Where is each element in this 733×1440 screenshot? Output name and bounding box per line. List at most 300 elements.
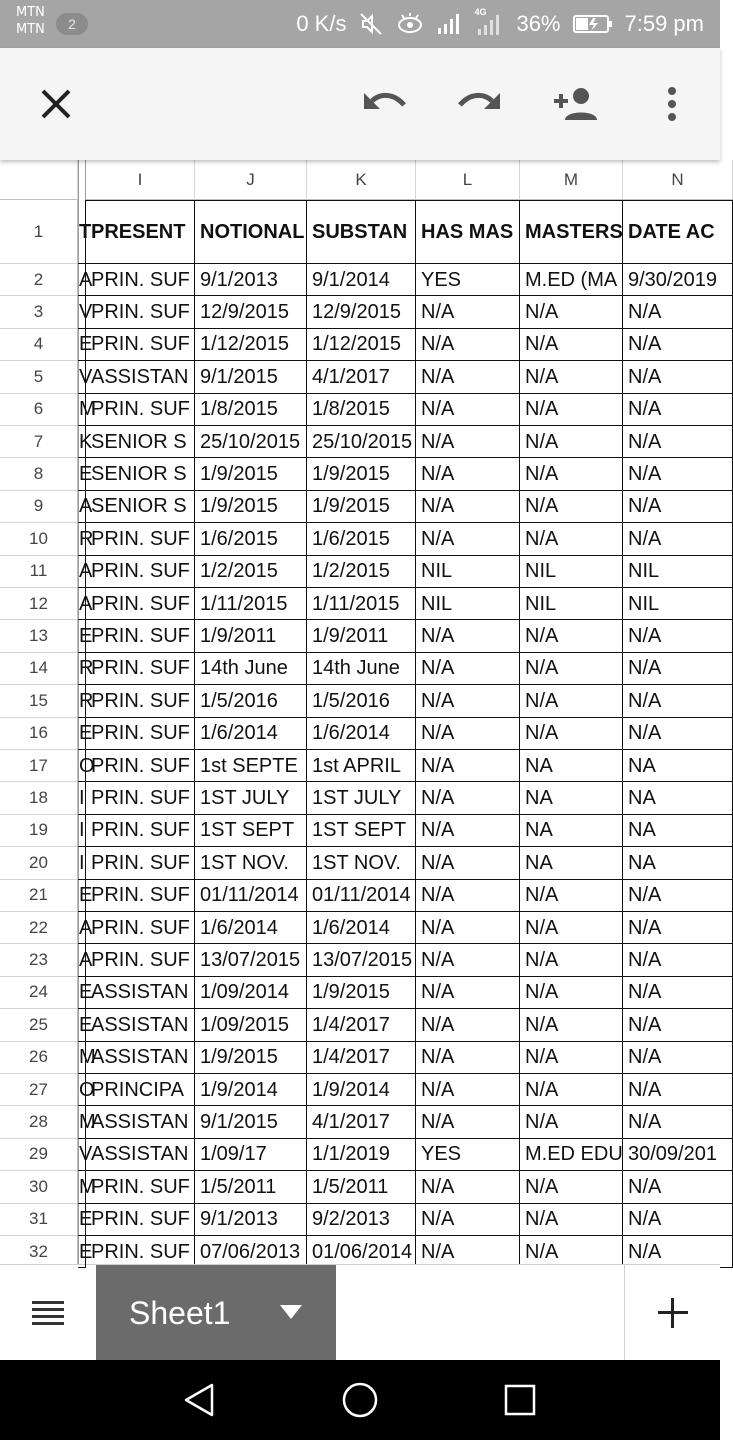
table-cell[interactable]: N/A: [623, 1204, 733, 1236]
table-cell[interactable]: N/A: [520, 491, 623, 523]
table-cell[interactable]: N/A: [623, 361, 733, 393]
table-cell[interactable]: 1/09/2015: [195, 1009, 307, 1041]
table-cell[interactable]: N/A: [520, 523, 623, 555]
table-cell[interactable]: N/A: [623, 718, 733, 750]
top-toolbar: [0, 48, 720, 160]
table-cell[interactable]: PRIN. SUF: [86, 1204, 195, 1236]
table-cell[interactable]: 1/9/2015: [195, 1042, 307, 1074]
table-header-cell[interactable]: HAS MAS: [416, 200, 520, 264]
table-cell[interactable]: N/A: [520, 1074, 623, 1106]
partial-cell-h[interactable]: M: [78, 1042, 86, 1074]
table-cell[interactable]: 1st APRIL: [307, 750, 416, 782]
partial-cell-h[interactable]: R: [78, 523, 86, 555]
network-speed: 0 K/s: [296, 11, 347, 36]
table-cell[interactable]: N/A: [623, 1236, 733, 1268]
battery-charging-icon: [573, 13, 613, 35]
table-cell[interactable]: 1/9/2015: [307, 491, 416, 523]
row-header[interactable]: 9: [0, 491, 78, 523]
partial-cell-h[interactable]: A: [78, 556, 86, 588]
table-cell[interactable]: NA: [623, 750, 733, 782]
table-cell[interactable]: PRIN. SUF: [86, 264, 195, 296]
sheet-tab-label: Sheet1: [129, 1294, 231, 1331]
table-cell[interactable]: 1/9/2011: [307, 620, 416, 652]
table-cell[interactable]: 1/11/2015: [195, 588, 307, 620]
table-cell[interactable]: N/A: [520, 977, 623, 1009]
partial-cell-h[interactable]: R: [78, 685, 86, 717]
table-cell[interactable]: N/A: [416, 912, 520, 944]
dropdown-arrow-icon[interactable]: [280, 1305, 302, 1319]
table-cell[interactable]: N/A: [416, 394, 520, 426]
table-cell[interactable]: PRIN. SUF: [86, 556, 195, 588]
table-cell[interactable]: 9/1/2013: [195, 264, 307, 296]
row-header[interactable]: 13: [0, 620, 78, 652]
row-header[interactable]: 15: [0, 685, 78, 717]
table-cell[interactable]: PRIN. SUF: [86, 1171, 195, 1203]
system-nav-bar: [0, 1360, 720, 1440]
sheet-bar: [0, 1264, 720, 1360]
table-cell[interactable]: N/A: [416, 1074, 520, 1106]
table-cell[interactable]: N/A: [520, 1236, 623, 1268]
partial-cell-h[interactable]: A: [78, 491, 86, 523]
table-cell[interactable]: 1/9/2015: [307, 458, 416, 490]
row-header[interactable]: 10: [0, 523, 78, 555]
partial-cell-h[interactable]: T: [78, 200, 86, 264]
table-cell[interactable]: N/A: [416, 1042, 520, 1074]
table-cell[interactable]: 1/1/2019: [307, 1139, 416, 1171]
partial-cell-h[interactable]: E: [78, 329, 86, 361]
table-cell[interactable]: PRIN. SUF: [86, 782, 195, 814]
table-cell[interactable]: 1ST NOV.: [307, 847, 416, 879]
row-header[interactable]: 11: [0, 556, 78, 588]
table-cell[interactable]: PRIN. SUF: [86, 523, 195, 555]
partial-cell-h[interactable]: V: [78, 361, 86, 393]
partial-cell-h[interactable]: I: [78, 847, 86, 879]
column-header-2[interactable]: K: [307, 160, 416, 200]
table-cell[interactable]: 1/4/2017: [307, 1042, 416, 1074]
table-cell[interactable]: N/A: [520, 1106, 623, 1138]
table-cell[interactable]: 01/06/2014: [307, 1236, 416, 1268]
column-header-1[interactable]: J: [195, 160, 307, 200]
table-cell[interactable]: ASSISTAN: [86, 1009, 195, 1041]
table-cell[interactable]: NIL: [416, 588, 520, 620]
table-cell[interactable]: 1/09/2014: [195, 977, 307, 1009]
row-header[interactable]: 17: [0, 750, 78, 782]
partial-cell-h[interactable]: V: [78, 296, 86, 328]
signal-4g-icon: [474, 7, 504, 37]
sheets-menu-button[interactable]: [20, 1285, 76, 1341]
carrier-labels: [16, 4, 45, 38]
table-cell[interactable]: N/A: [416, 1106, 520, 1138]
table-cell[interactable]: N/A: [623, 458, 733, 490]
table-cell[interactable]: NA: [623, 847, 733, 879]
table-cell[interactable]: PRIN. SUF: [86, 847, 195, 879]
table-cell[interactable]: N/A: [520, 1009, 623, 1041]
eye-comfort-icon: [396, 11, 424, 37]
table-cell[interactable]: 1/6/2014: [307, 718, 416, 750]
table-cell[interactable]: N/A: [520, 653, 623, 685]
table-cell[interactable]: PRIN. SUF: [86, 653, 195, 685]
row-header[interactable]: 16: [0, 718, 78, 750]
row-header[interactable]: 25: [0, 1009, 78, 1041]
table-cell[interactable]: PRIN. SUF: [86, 880, 195, 912]
table-cell[interactable]: 1/6/2015: [195, 523, 307, 555]
table-cell[interactable]: 1/8/2015: [307, 394, 416, 426]
table-cell[interactable]: N/A: [416, 491, 520, 523]
table-cell[interactable]: 13/07/2015: [307, 944, 416, 976]
row-header[interactable]: 2: [0, 264, 78, 296]
table-cell[interactable]: 1ST JULY: [195, 782, 307, 814]
row-header[interactable]: 27: [0, 1074, 78, 1106]
table-cell[interactable]: N/A: [520, 685, 623, 717]
recents-icon: [503, 1383, 537, 1417]
table-cell[interactable]: 1/6/2014: [195, 718, 307, 750]
table-cell[interactable]: 4/1/2017: [307, 1106, 416, 1138]
table-cell[interactable]: N/A: [623, 685, 733, 717]
table-cell[interactable]: 07/06/2013: [195, 1236, 307, 1268]
partial-cell-h[interactable]: A: [78, 588, 86, 620]
table-cell[interactable]: N/A: [416, 815, 520, 847]
table-cell[interactable]: N/A: [520, 426, 623, 458]
table-cell[interactable]: 1/12/2015: [195, 329, 307, 361]
table-cell[interactable]: N/A: [416, 685, 520, 717]
table-cell[interactable]: N/A: [520, 296, 623, 328]
table-cell[interactable]: NA: [623, 815, 733, 847]
table-cell[interactable]: PRIN. SUF: [86, 912, 195, 944]
table-cell[interactable]: N/A: [623, 1074, 733, 1106]
redo-icon: [456, 87, 504, 121]
table-cell[interactable]: 9/1/2013: [195, 1204, 307, 1236]
table-cell[interactable]: 4/1/2017: [307, 361, 416, 393]
table-cell[interactable]: 1/09/17: [195, 1139, 307, 1171]
table-header-cell[interactable]: PRESENT: [86, 200, 195, 264]
row-header[interactable]: 22: [0, 912, 78, 944]
table-cell[interactable]: PRIN. SUF: [86, 815, 195, 847]
table-header-cell[interactable]: DATE AC: [623, 200, 733, 264]
table-cell[interactable]: ASSISTAN: [86, 1139, 195, 1171]
table-cell[interactable]: N/A: [623, 523, 733, 555]
table-header-cell[interactable]: SUBSTAN: [307, 200, 416, 264]
table-cell[interactable]: 1/6/2014: [195, 912, 307, 944]
back-icon: [182, 1382, 218, 1418]
table-cell[interactable]: 1/8/2015: [195, 394, 307, 426]
undo-icon: [360, 87, 408, 121]
table-cell[interactable]: 1/9/2014: [307, 1074, 416, 1106]
table-cell[interactable]: 1/9/2015: [307, 977, 416, 1009]
row-header[interactable]: 18: [0, 782, 78, 814]
table-cell[interactable]: 1/4/2017: [307, 1009, 416, 1041]
table-cell[interactable]: PRIN. SUF: [86, 685, 195, 717]
table-cell[interactable]: YES: [416, 1139, 520, 1171]
carrier-1: MTN: [16, 5, 45, 20]
partial-cell-h[interactable]: E: [78, 1236, 86, 1268]
recents-button[interactable]: [480, 1376, 560, 1424]
table-cell[interactable]: N/A: [623, 426, 733, 458]
row-header[interactable]: 6: [0, 394, 78, 426]
table-cell[interactable]: N/A: [520, 1042, 623, 1074]
table-cell[interactable]: N/A: [520, 944, 623, 976]
column-header-4[interactable]: M: [520, 160, 623, 200]
table-cell[interactable]: N/A: [520, 1204, 623, 1236]
partial-cell-h[interactable]: A: [78, 944, 86, 976]
carrier-2: MTN: [16, 22, 45, 37]
table-cell[interactable]: N/A: [623, 653, 733, 685]
table-cell[interactable]: N/A: [416, 1236, 520, 1268]
row-header[interactable]: 30: [0, 1171, 78, 1203]
add-icon: [657, 1297, 689, 1329]
row-header[interactable]: 28: [0, 1106, 78, 1138]
row-header[interactable]: 29: [0, 1139, 78, 1171]
table-cell[interactable]: N/A: [623, 944, 733, 976]
table-cell[interactable]: 1/9/2015: [195, 458, 307, 490]
table-cell[interactable]: 30/09/201: [623, 1139, 733, 1171]
table-cell[interactable]: M.ED EDU: [520, 1139, 623, 1171]
table-cell[interactable]: N/A: [520, 394, 623, 426]
table-header-cell[interactable]: NOTIONAL: [195, 200, 307, 264]
table-cell[interactable]: NA: [520, 782, 623, 814]
partial-cell-h[interactable]: M: [78, 394, 86, 426]
table-cell[interactable]: 14th June: [307, 653, 416, 685]
table-cell[interactable]: 25/10/2015: [307, 426, 416, 458]
table-cell[interactable]: 9/2/2013: [307, 1204, 416, 1236]
table-cell[interactable]: 14th June: [195, 653, 307, 685]
row-header[interactable]: 3: [0, 296, 78, 328]
row-header[interactable]: 32: [0, 1236, 78, 1268]
sim-badge: 2: [56, 13, 88, 35]
table-cell[interactable]: 1/2/2015: [195, 556, 307, 588]
column-header-3[interactable]: L: [416, 160, 520, 200]
table-cell[interactable]: NIL: [520, 556, 623, 588]
table-cell[interactable]: SENIOR S: [86, 426, 195, 458]
row-header[interactable]: 7: [0, 426, 78, 458]
table-cell[interactable]: N/A: [623, 394, 733, 426]
partial-cell-h[interactable]: I: [78, 815, 86, 847]
table-cell[interactable]: N/A: [416, 1009, 520, 1041]
partial-cell-h[interactable]: K: [78, 426, 86, 458]
partial-cell-h[interactable]: I: [78, 782, 86, 814]
row-header[interactable]: 1: [0, 200, 78, 264]
table-cell[interactable]: N/A: [623, 620, 733, 652]
table-cell[interactable]: NIL: [520, 588, 623, 620]
table-cell[interactable]: 1/9/2014: [195, 1074, 307, 1106]
table-cell[interactable]: NA: [520, 847, 623, 879]
partial-cell-h[interactable]: E: [78, 977, 86, 1009]
table-cell[interactable]: 9/1/2015: [195, 361, 307, 393]
table-cell[interactable]: 1/9/2011: [195, 620, 307, 652]
back-button[interactable]: [160, 1376, 240, 1424]
table-cell[interactable]: N/A: [416, 458, 520, 490]
table-cell[interactable]: N/A: [416, 329, 520, 361]
row-header[interactable]: 31: [0, 1204, 78, 1236]
table-cell[interactable]: 1ST JULY: [307, 782, 416, 814]
partial-cell-h[interactable]: E: [78, 880, 86, 912]
table-cell[interactable]: PRIN. SUF: [86, 718, 195, 750]
row-header[interactable]: 26: [0, 1042, 78, 1074]
table-cell[interactable]: 12/9/2015: [195, 296, 307, 328]
row-header[interactable]: 21: [0, 880, 78, 912]
table-cell[interactable]: PRIN. SUF: [86, 1236, 195, 1268]
corner-cell[interactable]: [0, 160, 78, 200]
close-button[interactable]: [28, 76, 84, 132]
table-cell[interactable]: 1/6/2014: [307, 912, 416, 944]
battery-percent: 36%: [516, 11, 561, 36]
row-header[interactable]: 14: [0, 653, 78, 685]
partial-cell-h[interactable]: E: [78, 718, 86, 750]
table-cell[interactable]: N/A: [416, 1204, 520, 1236]
table-cell[interactable]: 1/2/2015: [307, 556, 416, 588]
network-type: 4G: [474, 7, 487, 17]
status-indicators: [296, 0, 704, 48]
table-header-cell[interactable]: MASTERS: [520, 200, 623, 264]
table-cell[interactable]: N/A: [623, 977, 733, 1009]
table-cell[interactable]: 1/5/2011: [307, 1171, 416, 1203]
table-cell[interactable]: N/A: [623, 1009, 733, 1041]
table-cell[interactable]: N/A: [416, 782, 520, 814]
table-cell[interactable]: 1/5/2016: [195, 685, 307, 717]
table-cell[interactable]: 9/1/2014: [307, 264, 416, 296]
table-cell[interactable]: N/A: [520, 329, 623, 361]
table-cell[interactable]: M.ED (MA: [520, 264, 623, 296]
table-cell[interactable]: PRIN. SUF: [86, 329, 195, 361]
table-cell[interactable]: N/A: [623, 491, 733, 523]
partial-cell-h[interactable]: E: [78, 620, 86, 652]
table-cell[interactable]: N/A: [416, 944, 520, 976]
table-cell[interactable]: 01/11/2014: [195, 880, 307, 912]
table-cell[interactable]: 9/30/2019: [623, 264, 733, 296]
partial-cell-h[interactable]: R: [78, 653, 86, 685]
table-cell[interactable]: N/A: [623, 1106, 733, 1138]
row-header[interactable]: 23: [0, 944, 78, 976]
table-cell[interactable]: N/A: [416, 1171, 520, 1203]
table-cell[interactable]: 1/6/2015: [307, 523, 416, 555]
table-cell[interactable]: 13/07/2015: [195, 944, 307, 976]
table-cell[interactable]: N/A: [416, 296, 520, 328]
table-cell[interactable]: 1st SEPTE: [195, 750, 307, 782]
table-cell[interactable]: ASSISTAN: [86, 1106, 195, 1138]
partial-cell-h[interactable]: E: [78, 458, 86, 490]
table-cell[interactable]: ASSISTAN: [86, 977, 195, 1009]
table-cell[interactable]: SENIOR S: [86, 491, 195, 523]
table-cell[interactable]: N/A: [416, 847, 520, 879]
table-cell[interactable]: PRIN. SUF: [86, 296, 195, 328]
partial-cell-h[interactable]: O: [78, 750, 86, 782]
table-cell[interactable]: N/A: [520, 880, 623, 912]
table-cell[interactable]: N/A: [623, 329, 733, 361]
table-cell[interactable]: PRIN. SUF: [86, 750, 195, 782]
partial-cell-h[interactable]: E: [78, 1009, 86, 1041]
table-cell[interactable]: 25/10/2015: [195, 426, 307, 458]
sheet-tab-sheet1[interactable]: [96, 1265, 336, 1361]
more-vert-icon: [666, 86, 678, 122]
column-header-0[interactable]: I: [86, 160, 195, 200]
table-cell[interactable]: 9/1/2015: [195, 1106, 307, 1138]
table-cell[interactable]: N/A: [416, 718, 520, 750]
table-cell[interactable]: N/A: [416, 750, 520, 782]
table-cell[interactable]: 1ST SEPT: [195, 815, 307, 847]
table-cell[interactable]: PRINCIPA: [86, 1074, 195, 1106]
row-header[interactable]: 4: [0, 329, 78, 361]
table-cell[interactable]: NIL: [416, 556, 520, 588]
table-cell[interactable]: N/A: [520, 718, 623, 750]
table-cell[interactable]: N/A: [520, 912, 623, 944]
table-cell[interactable]: NA: [623, 782, 733, 814]
table-cell[interactable]: 1ST SEPT: [307, 815, 416, 847]
table-cell[interactable]: NA: [520, 750, 623, 782]
partial-cell-h[interactable]: M: [78, 1171, 86, 1203]
table-cell[interactable]: ASSISTAN: [86, 1042, 195, 1074]
table-cell[interactable]: NA: [520, 815, 623, 847]
table-cell[interactable]: N/A: [623, 1171, 733, 1203]
table-cell[interactable]: 1/11/2015: [307, 588, 416, 620]
table-cell[interactable]: N/A: [416, 653, 520, 685]
table-cell[interactable]: N/A: [520, 620, 623, 652]
row-header[interactable]: 12: [0, 588, 78, 620]
more-options-button[interactable]: [644, 76, 700, 132]
row-header[interactable]: 19: [0, 815, 78, 847]
redo-button[interactable]: [452, 76, 508, 132]
table-cell[interactable]: 1/5/2016: [307, 685, 416, 717]
table-cell[interactable]: 1/5/2011: [195, 1171, 307, 1203]
table-cell[interactable]: N/A: [416, 426, 520, 458]
table-cell[interactable]: N/A: [623, 880, 733, 912]
column-header-5[interactable]: N: [623, 160, 733, 200]
row-header[interactable]: 20: [0, 847, 78, 879]
table-cell[interactable]: PRIN. SUF: [86, 588, 195, 620]
table-cell[interactable]: NIL: [623, 588, 733, 620]
table-cell[interactable]: N/A: [416, 620, 520, 652]
table-cell[interactable]: ASSISTAN: [86, 361, 195, 393]
table-cell[interactable]: N/A: [623, 1042, 733, 1074]
home-button[interactable]: [320, 1376, 400, 1424]
row-header[interactable]: 5: [0, 361, 78, 393]
table-cell[interactable]: PRIN. SUF: [86, 394, 195, 426]
share-add-person-button[interactable]: [548, 76, 604, 132]
table-cell[interactable]: PRIN. SUF: [86, 620, 195, 652]
table-cell[interactable]: YES: [416, 264, 520, 296]
table-cell[interactable]: N/A: [520, 458, 623, 490]
table-cell[interactable]: N/A: [623, 912, 733, 944]
spreadsheet-grid[interactable]: [0, 160, 720, 1264]
table-cell[interactable]: PRIN. SUF: [86, 944, 195, 976]
table-cell[interactable]: N/A: [416, 880, 520, 912]
table-cell[interactable]: N/A: [623, 296, 733, 328]
table-cell[interactable]: 1ST NOV.: [195, 847, 307, 879]
row-header[interactable]: 24: [0, 977, 78, 1009]
table-cell[interactable]: N/A: [520, 361, 623, 393]
partial-cell-h[interactable]: O: [78, 1074, 86, 1106]
partial-cell-h[interactable]: A: [78, 912, 86, 944]
table-cell[interactable]: 1/12/2015: [307, 329, 416, 361]
signal-icon: [436, 12, 462, 36]
partial-cell-h[interactable]: V: [78, 1139, 86, 1171]
table-cell[interactable]: NIL: [623, 556, 733, 588]
table-cell[interactable]: 01/11/2014: [307, 880, 416, 912]
row-header[interactable]: 8: [0, 458, 78, 490]
partial-cell-h[interactable]: A: [78, 264, 86, 296]
table-cell[interactable]: N/A: [416, 361, 520, 393]
table-cell[interactable]: N/A: [416, 523, 520, 555]
undo-button[interactable]: [356, 76, 412, 132]
table-cell[interactable]: 12/9/2015: [307, 296, 416, 328]
partial-cell-h[interactable]: M: [78, 1106, 86, 1138]
table-cell[interactable]: N/A: [520, 1171, 623, 1203]
add-sheet-button[interactable]: [624, 1265, 720, 1361]
table-cell[interactable]: SENIOR S: [86, 458, 195, 490]
table-cell[interactable]: N/A: [416, 977, 520, 1009]
partial-cell-h[interactable]: E: [78, 1204, 86, 1236]
mute-icon: [358, 11, 384, 37]
menu-icon: [31, 1299, 65, 1327]
table-cell[interactable]: 1/9/2015: [195, 491, 307, 523]
